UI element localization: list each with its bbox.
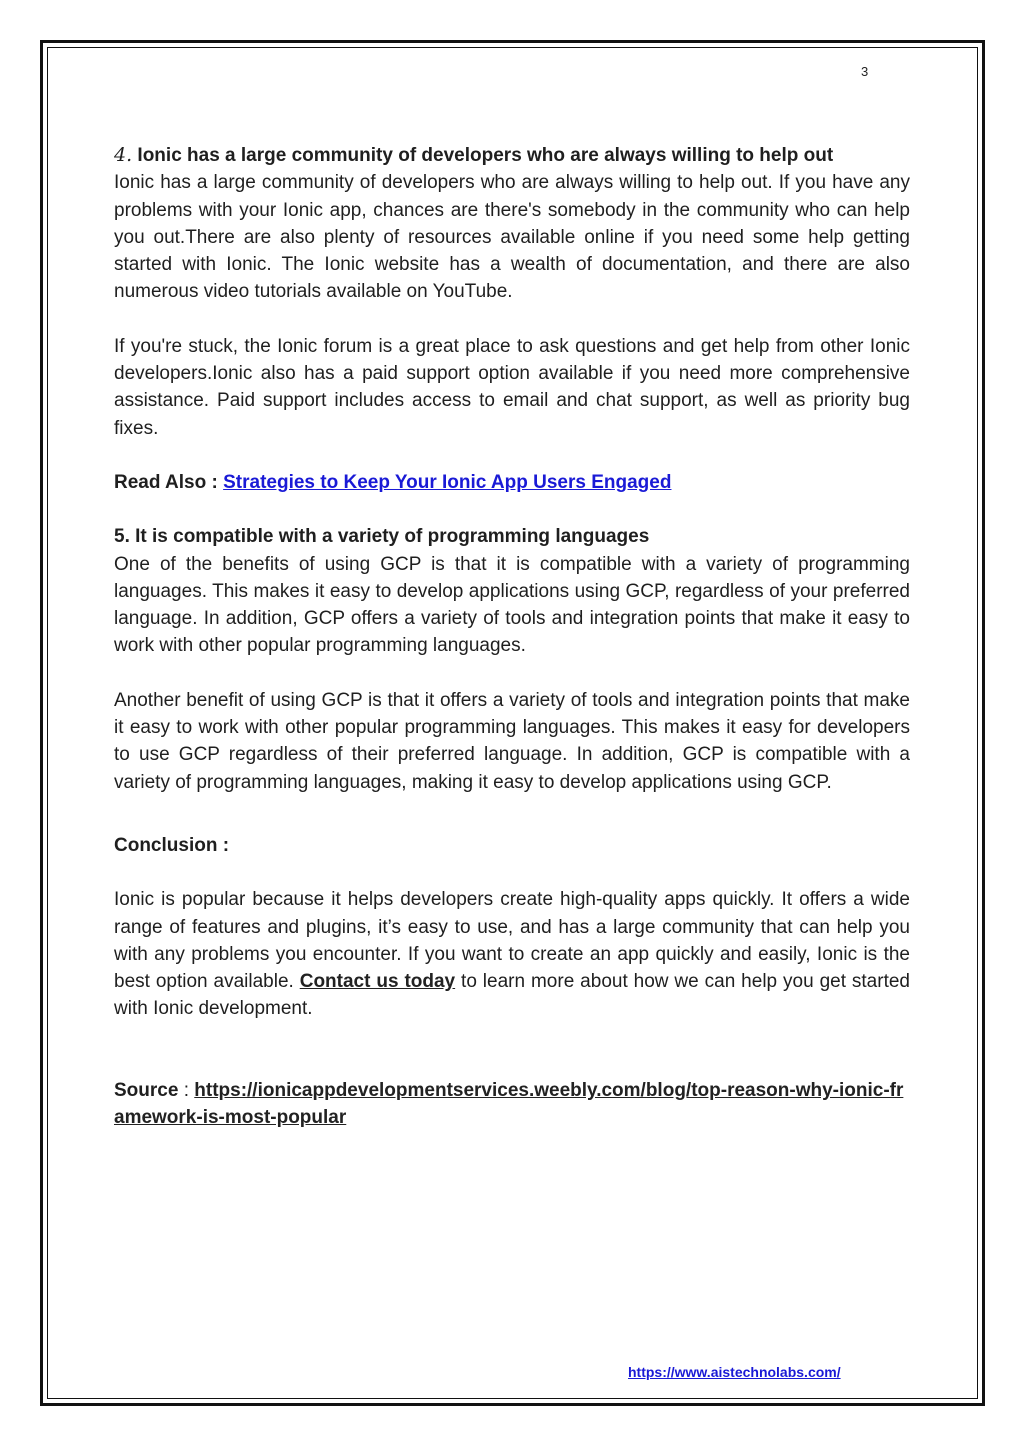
source-separator: :	[183, 1079, 189, 1101]
source-label: Source	[114, 1079, 179, 1101]
conclusion-text-before: Ionic is popular because it helps developers create high-quality apps quickly. It offers a wide range of features and plugins, it’s easy to use, and has a large community that can help you with any problems you encounter. If you want to create an app quickly and easily, Ionic is the best option available.	[114, 889, 910, 993]
section-5-paragraph-2: Another benefit of using GCP is that it offers a variety of tools and integration points that make it easy to work with other popular programming languages. This makes it easy for developers to use GCP regardless of their preferred language. In addition, GCP is compatible with a variety of programming languages, making it easy to develop applications using GCP.	[114, 689, 910, 793]
contact-us-link[interactable]: Contact us today	[299, 971, 456, 993]
source-link[interactable]: https://ionicappdevelopmentservices.weebly.com/blog/top-reason-why-ionic-framework-is-most-popular	[114, 1079, 904, 1129]
section-4-heading	[114, 142, 910, 169]
footer-website-link[interactable]: https://www.aistechnolabs.com/	[628, 1364, 841, 1380]
section-4-number: 4.	[114, 144, 133, 166]
section-5-paragraph-1: One of the benefits of using GCP is that it is compatible with a variety of programming languages. This makes it easy to develop applications using GCP, regardless of your preferred language. In addition, GCP offers a variety of tools and integration points that make it easy to work with other popular programming languages.	[114, 553, 910, 657]
source-line	[114, 1077, 910, 1132]
section-4-paragraph-1: Ionic has a large community of developers who are always willing to help out. If you have any problems with your Ionic app, chances are there's somebody in the community who can help you out.There are also plenty of resources available online if you need some help getting started with Ionic. The Ionic website has a wealth of documentation, and there are also numerous video tutorials available on YouTube.	[114, 172, 910, 303]
read-also-label: Read Also :	[114, 471, 218, 493]
document-body	[114, 142, 910, 1131]
read-also-link[interactable]: Strategies to Keep Your Ionic App Users Engaged	[223, 471, 672, 493]
conclusion-heading: Conclusion :	[114, 834, 230, 856]
page-number: 3	[861, 64, 869, 79]
conclusion-paragraph	[114, 886, 910, 1022]
section-5-heading: 5. It is compatible with a variety of programming languages	[114, 526, 650, 548]
section-4-paragraph-2: If you're stuck, the Ionic forum is a great place to ask questions and get help from other Ionic developers.Ionic also has a paid support option available if you need more comprehensive assistance. Paid support includes access to email and chat support, as well as priority bug fixes.	[114, 335, 910, 439]
section-4-title: Ionic has a large community of developers who are always willing to help out	[137, 145, 834, 166]
conclusion-text-after: to learn more about how we can help you get started with Ionic development.	[114, 971, 910, 1020]
read-also-line	[114, 469, 910, 496]
